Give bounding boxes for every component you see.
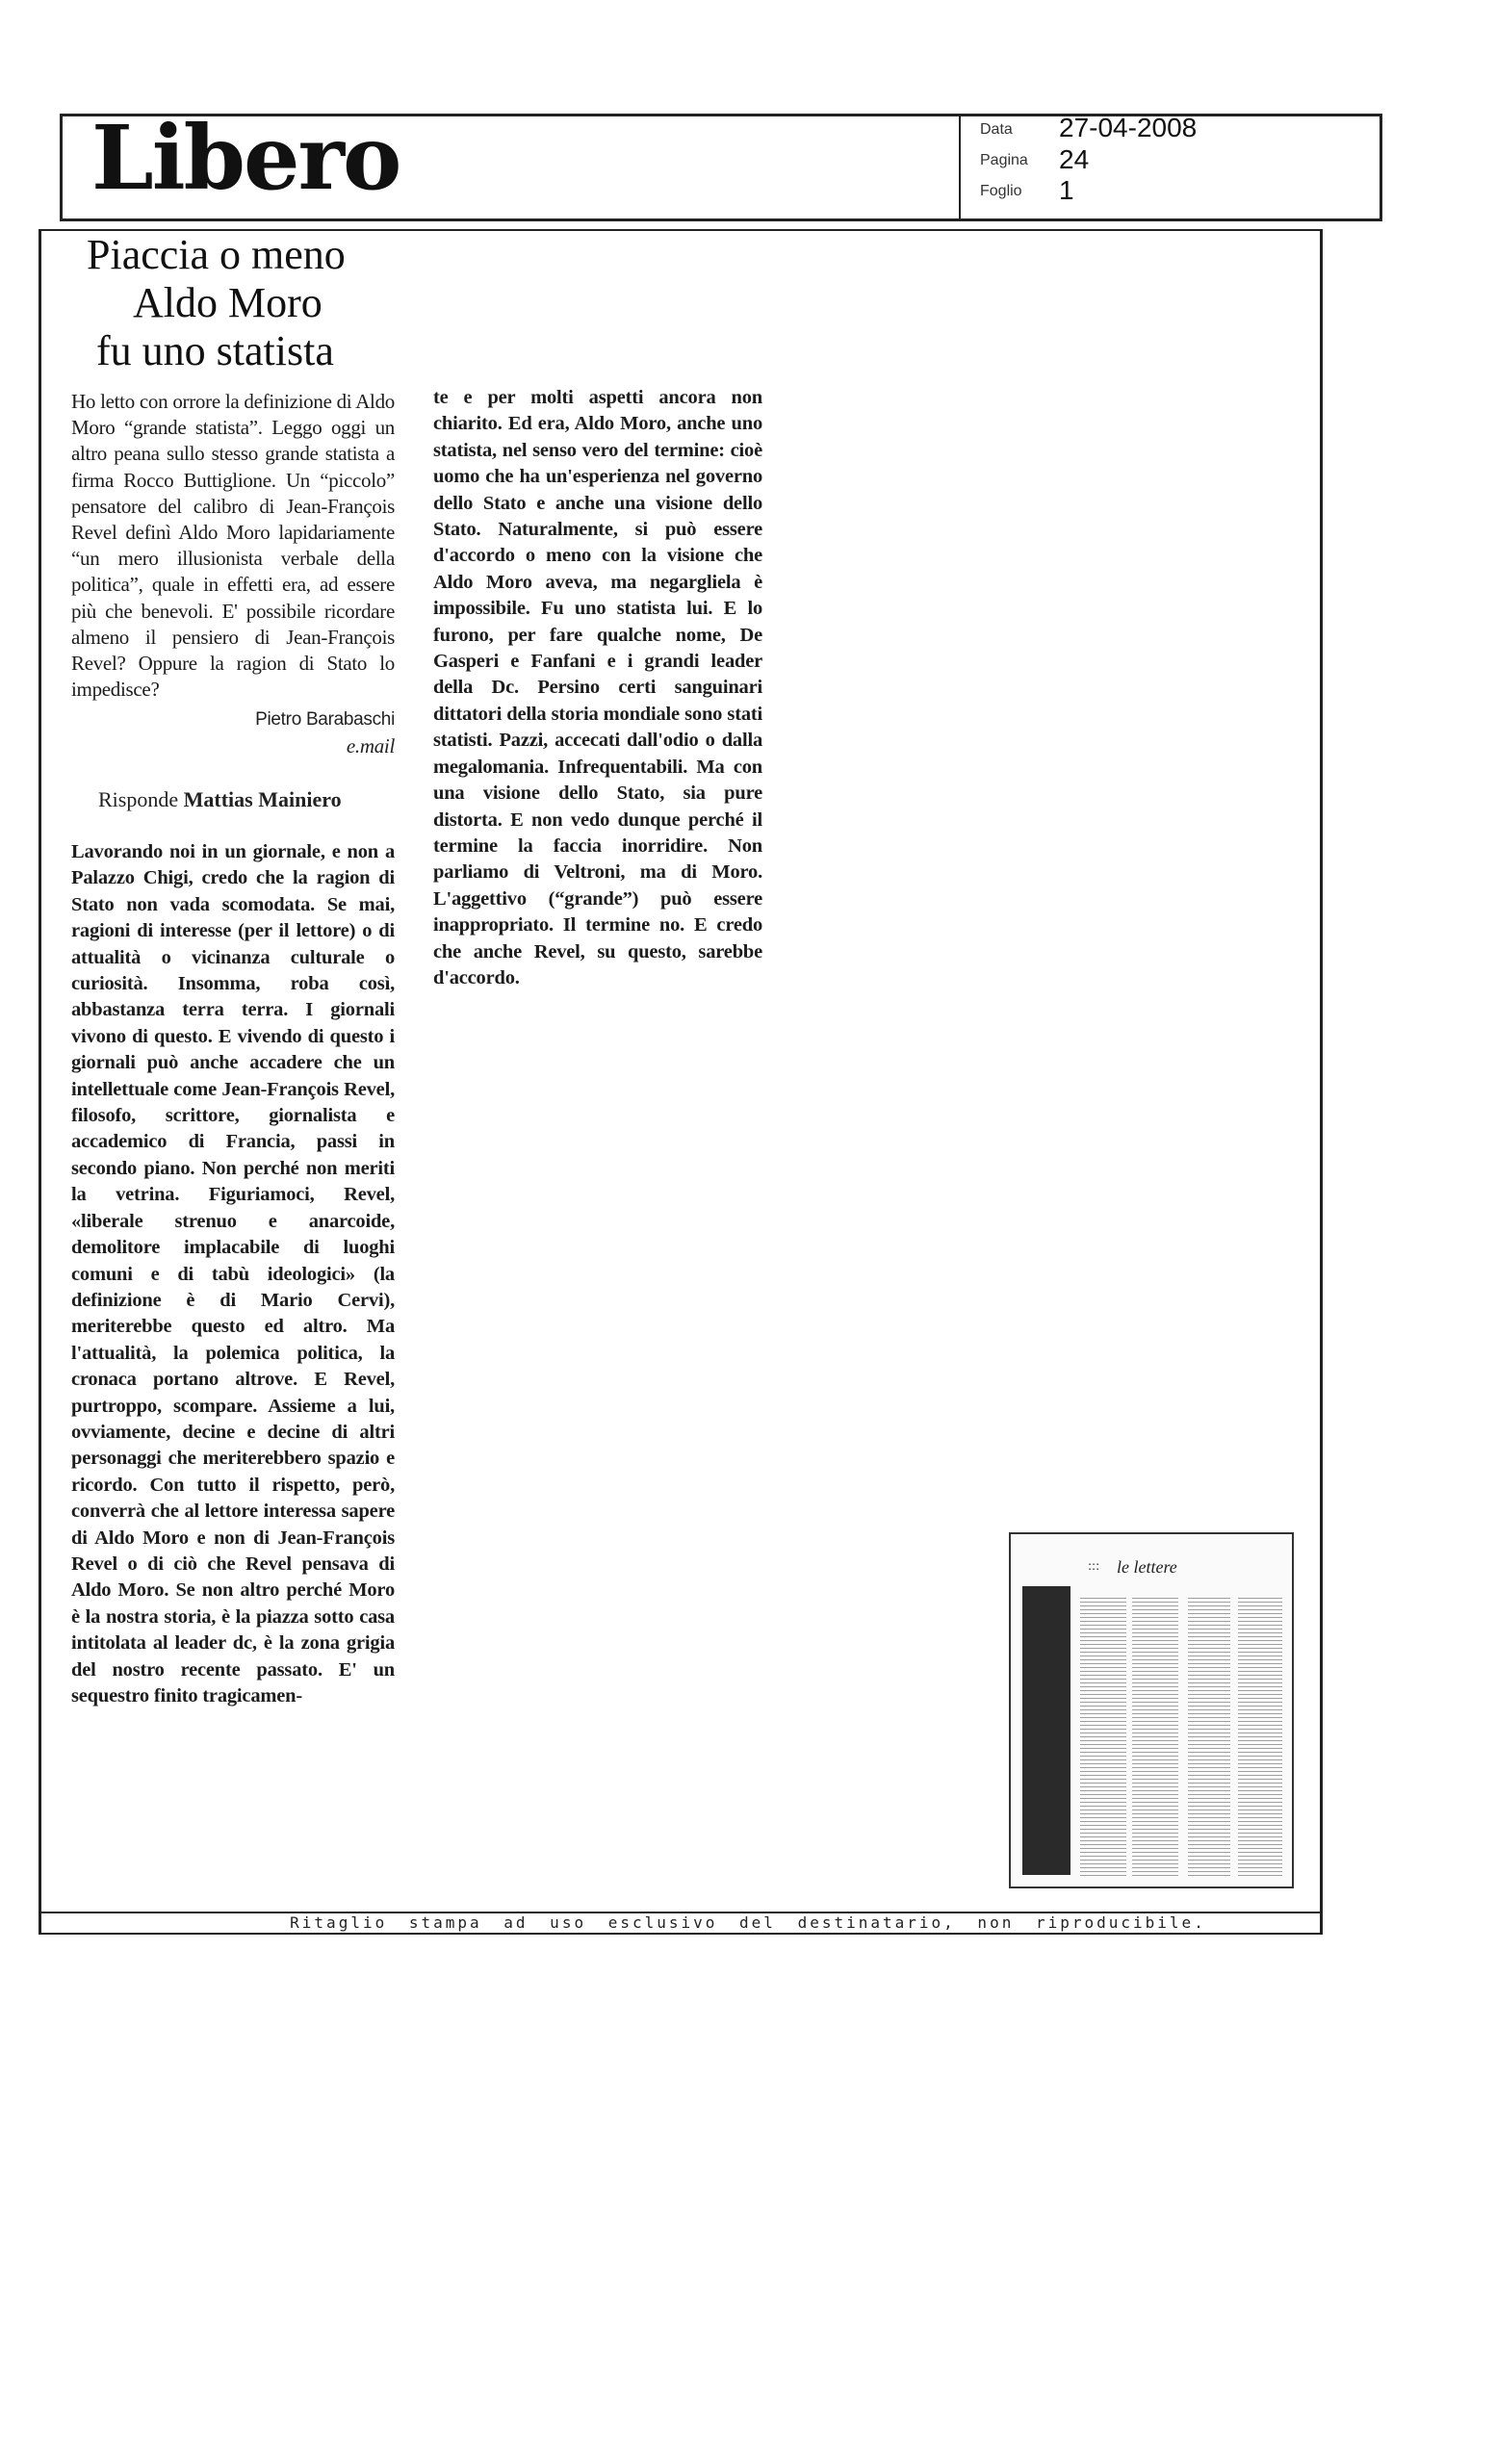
thumbnail-dark-column bbox=[1022, 1586, 1070, 1875]
page-label: Pagina bbox=[980, 152, 1028, 168]
reply-column-1-text: Lavorando noi in un giornale, e non a Palazzo Chigi, credo che la ragion di Stato non vada scomodata. Se mai, ragioni di interesse (per il lettore) o di attualità o vicinanza culturale o curiosità. Insomma, roba così, abbastanza terra terra. I giornali vivono di questo. E vivendo di questo i giornali può anche accadere che un intellettuale come Jean-François Revel, filosofo, scrittore, giornalista e accademico di Francia, passi in secondo piano. Non perché non meriti la vetrina. Figuriamoci, Revel, «liberale strenuo e anarcoide, demolitore implacabile di luoghi comuni e di tabù ideologici» (la definizione è di Mario Cervi), meriterebbe questo ed altro. Ma l'attualità, la polemica politica, la cronaca portano altrove. E Revel, purtroppo, scompare. Assieme a lui, ovviamente, decine e decine di altri personaggi che meriterebbero spazio e ricordo. Con tutto il rispetto, però, converrà che al lettore interessa sapere di Aldo Moro e non di Jean-François Revel o di ciò che Revel pensava di Aldo Moro. Se non altro perché Moro è la nostra storia, è la piazza sotto casa intitolata al leader dc, è la zona grigia del nostro recente passato. E' un sequestro finito tragicamen- bbox=[71, 841, 395, 1707]
thumbnail-text-column bbox=[1188, 1598, 1230, 1877]
reply-prefix: Risponde bbox=[98, 787, 179, 811]
thumbnail-text-column bbox=[1132, 1598, 1178, 1877]
thumbnail-title: le lettere bbox=[1117, 1557, 1177, 1577]
thumbnail-text-column bbox=[1238, 1598, 1282, 1877]
letter-text: Ho letto con orrore la definizione di Aldo Moro “grande statista”. Leggo oggi un altro peana sullo stesso grande statista a firma Rocco Buttiglione. Un “piccolo” pensatore del calibro di Jean-François Revel definì Aldo Moro lapidariamente “un mero illusionista verbale della politica”, quale in effetti era, ad essere più che benevoli. E' possibile ricordare almeno il pensiero di Jean-François Revel? Oppure la ragion di Stato lo impedisce? bbox=[71, 390, 395, 702]
date-value: 27-04-2008 bbox=[1059, 113, 1198, 142]
reply-byline bbox=[98, 787, 342, 812]
reply-column-2-text: te e per molti aspetti ancora non chiarito. Ed era, Aldo Moro, anche uno statista, nel senso vero del termine: cioè uomo che ha un'esperienza nel governo dello Stato e anche una visione dello Stato. Naturalmente, si può essere d'accordo o meno con la visione che Aldo Moro aveva, ma negargliela è impossibile. Fu uno statista lui. E lo furono, per fare qualche nome, De Gasperi e Fanfani e i grandi leader della Dc. Persino certi sanguinari dittatori della storia mondiale sono stati statisti. Pazzi, accecati dall'odio o dalla megalomania. Infrequentabili. Ma con una visione dello Stato, sia pure distorta. E non vedo dunque perché il termine la faccia inorridire. Non parliamo di Veltroni, ma di Moro. L'aggettivo (“grande”) può essere inappropriato. Il termine no. E credo che anche Revel, su questo, sarebbe d'accordo. bbox=[433, 387, 762, 988]
letter-signer: Pietro Barabaschi bbox=[255, 709, 395, 731]
page-value: 24 bbox=[1059, 144, 1090, 174]
thumbnail-text-column bbox=[1080, 1598, 1126, 1877]
reply-column-1 bbox=[71, 839, 395, 1709]
headline-line-1: Piaccia o meno bbox=[87, 231, 346, 278]
sheet-value: 1 bbox=[1059, 175, 1074, 205]
sheet-label: Foglio bbox=[980, 183, 1022, 199]
headline bbox=[87, 231, 452, 375]
reply-column-2 bbox=[433, 385, 762, 991]
footer-rule-bottom bbox=[39, 1933, 1323, 1935]
thumbnail-dots-icon: ::: bbox=[1088, 1559, 1100, 1573]
headline-line-3: fu uno statista bbox=[96, 327, 334, 374]
letter-signer-mail: e.mail bbox=[346, 733, 395, 757]
reader-letter bbox=[71, 389, 395, 759]
headline-line-2: Aldo Moro bbox=[133, 279, 322, 326]
date-label: Data bbox=[980, 121, 1013, 138]
newspaper-logo: Libero bbox=[91, 106, 400, 210]
footer-notice: Ritaglio stampa ad uso esclusivo del destinatario, non riproducibile. bbox=[290, 1913, 1206, 1932]
reply-author: Mattias Mainiero bbox=[183, 787, 342, 811]
